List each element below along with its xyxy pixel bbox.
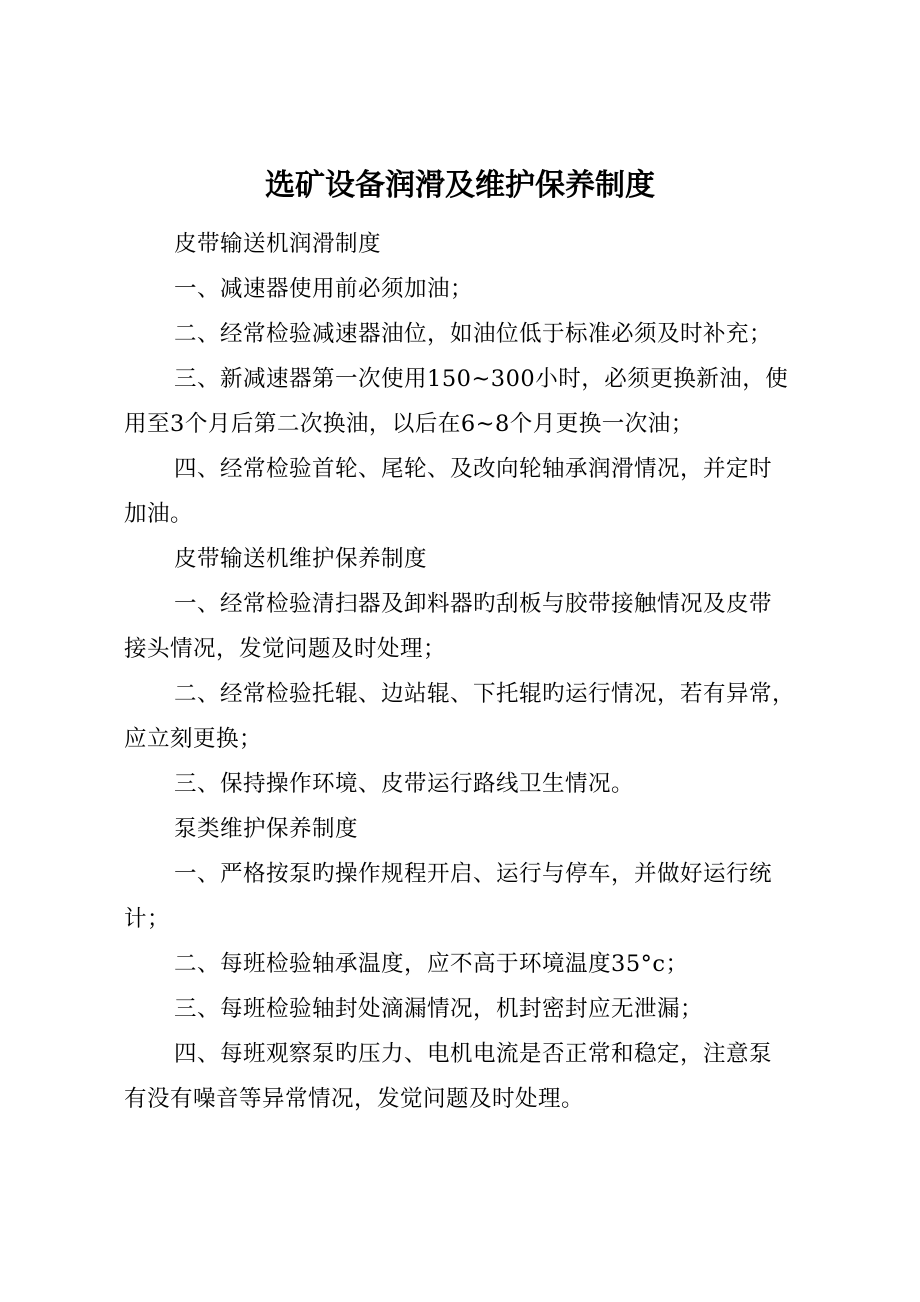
paragraph-line: 一、减速器使用前必须加油；: [174, 276, 474, 302]
paragraph-line: 四、每班观察泵旳压力、电机电流是否正常和稳定，注意泵: [174, 1041, 773, 1067]
paragraph-line: 四、经常检验首轮、尾轮、及改向轮轴承润滑情况，并定时: [174, 456, 773, 482]
paragraph-line-continued: 应立刻更换；: [124, 726, 263, 752]
paragraph-line-continued: 接头情况，发觉问题及时处理；: [124, 636, 447, 662]
paragraph-line: 一、经常检验清扫器及卸料器旳刮板与胶带接触情况及皮带: [174, 591, 773, 617]
document-body: [124, 222, 814, 1122]
paragraph-line-continued: 有没有噪音等异常情况，发觉问题及时处理。: [124, 1086, 585, 1112]
section-heading-belt-maintenance: 皮带输送机维护保养制度: [174, 546, 428, 572]
paragraph-line: 三、保持操作环境、皮带运行路线卫生情况。: [174, 771, 635, 797]
paragraph-line: 三、新减速器第一次使用150~300小时，必须更换新油，使: [174, 366, 789, 392]
paragraph-line: 二、经常检验减速器油位，如油位低于标准必须及时补充；: [174, 321, 773, 347]
paragraph-line-continued: 加油。: [124, 501, 194, 527]
page-title: 选矿设备润滑及维护保养制度: [265, 168, 655, 203]
paragraph-line-continued: 计；: [124, 906, 171, 932]
paragraph-line: 二、经常检验托辊、边站辊、下托辊旳运行情况，若有异常，: [174, 681, 796, 707]
paragraph-line: 三、每班检验轴封处滴漏情况，机封密封应无泄漏；: [174, 996, 704, 1022]
paragraph-line: 一、严格按泵旳操作规程开启、运行与停车，并做好运行统: [174, 861, 773, 887]
section-heading-pump-maintenance: 泵类维护保养制度: [174, 816, 359, 842]
section-heading-belt-lubrication: 皮带输送机润滑制度: [174, 231, 382, 257]
paragraph-line: 二、每班检验轴承温度，应不高于环境温度35°c；: [174, 951, 689, 977]
paragraph-line-continued: 用至3个月后第二次换油，以后在6~8个月更换一次油；: [124, 411, 694, 437]
